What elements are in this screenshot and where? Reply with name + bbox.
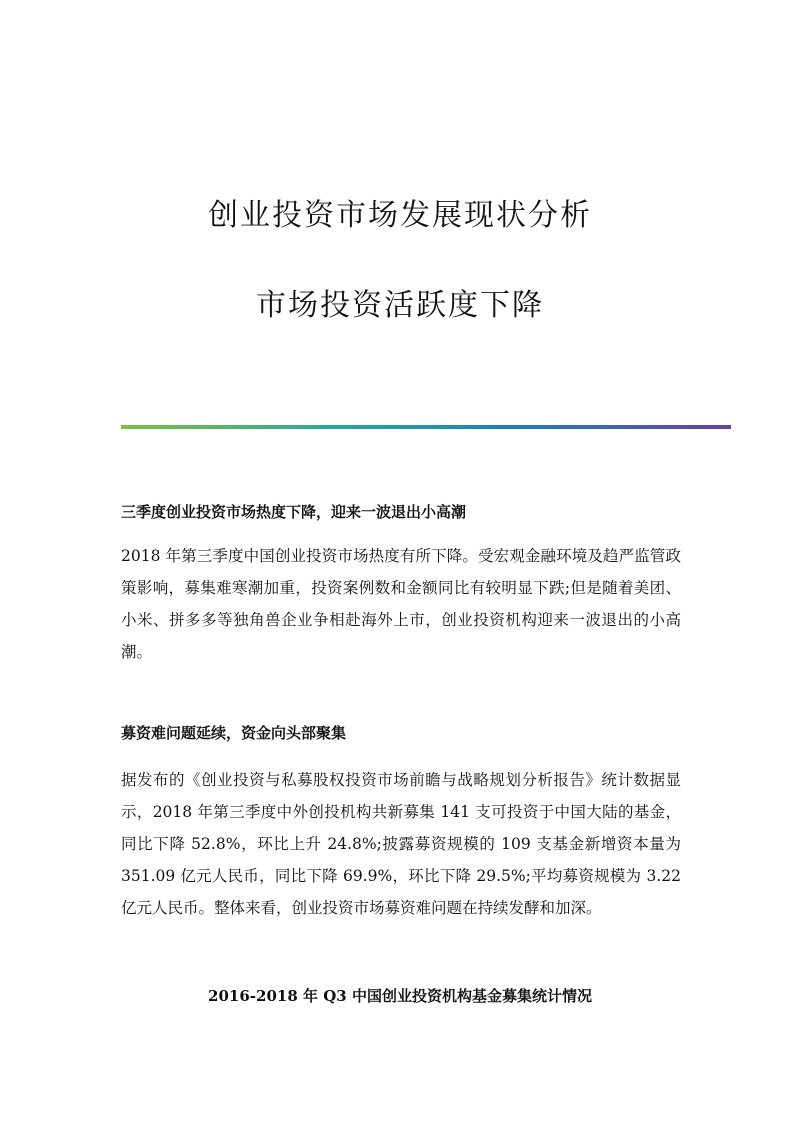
- section-paragraph-1: [121, 540, 681, 668]
- gradient-divider: [121, 425, 731, 429]
- figure-caption: 2016-2018 年 Q3 中国创业投资机构基金募集统计情况: [208, 987, 592, 1005]
- section-heading-2: [121, 718, 681, 748]
- section-heading: 募资难问题延续，资金向头部聚集: [121, 724, 347, 742]
- document-subtitle: 市场投资活跃度下降: [256, 288, 544, 323]
- section-heading-1: [121, 497, 681, 527]
- paragraph: 据发布的《创业投资与私募股权投资市场前瞻与战略规划分析报告》统计数据显示，2018 年第三季度中外创投机构共新募集 141 支可投资于中国大陆的基金，同比下降 52.8%，环比上升 24.8%;披露募资规模的 109 支基金新增资本量为 351.09 亿元人民币，同比下降 69.9%，环比下降 29.5%;平均募资规模为 3.22 亿元人民币。整体来看，创业投资市场募资难问题在持续发酵和加深。: [121, 771, 681, 917]
- paragraph: 2018 年第三季度中国创业投资市场热度有所下降。受宏观金融环境及趋严监管政策影响，募集难寒潮加重，投资案例数和金额同比有较明显下跌;但是随着美团、小米、拼多多等独角兽企业争相赴海外上市，创业投资机构迎来一波退出的小高潮。: [121, 547, 681, 661]
- document-title: 创业投资市场发展现状分析: [208, 198, 592, 233]
- section-paragraph-2: [121, 764, 681, 924]
- section-heading: 三季度创业投资市场热度下降，迎来一波退出小高潮: [121, 503, 467, 521]
